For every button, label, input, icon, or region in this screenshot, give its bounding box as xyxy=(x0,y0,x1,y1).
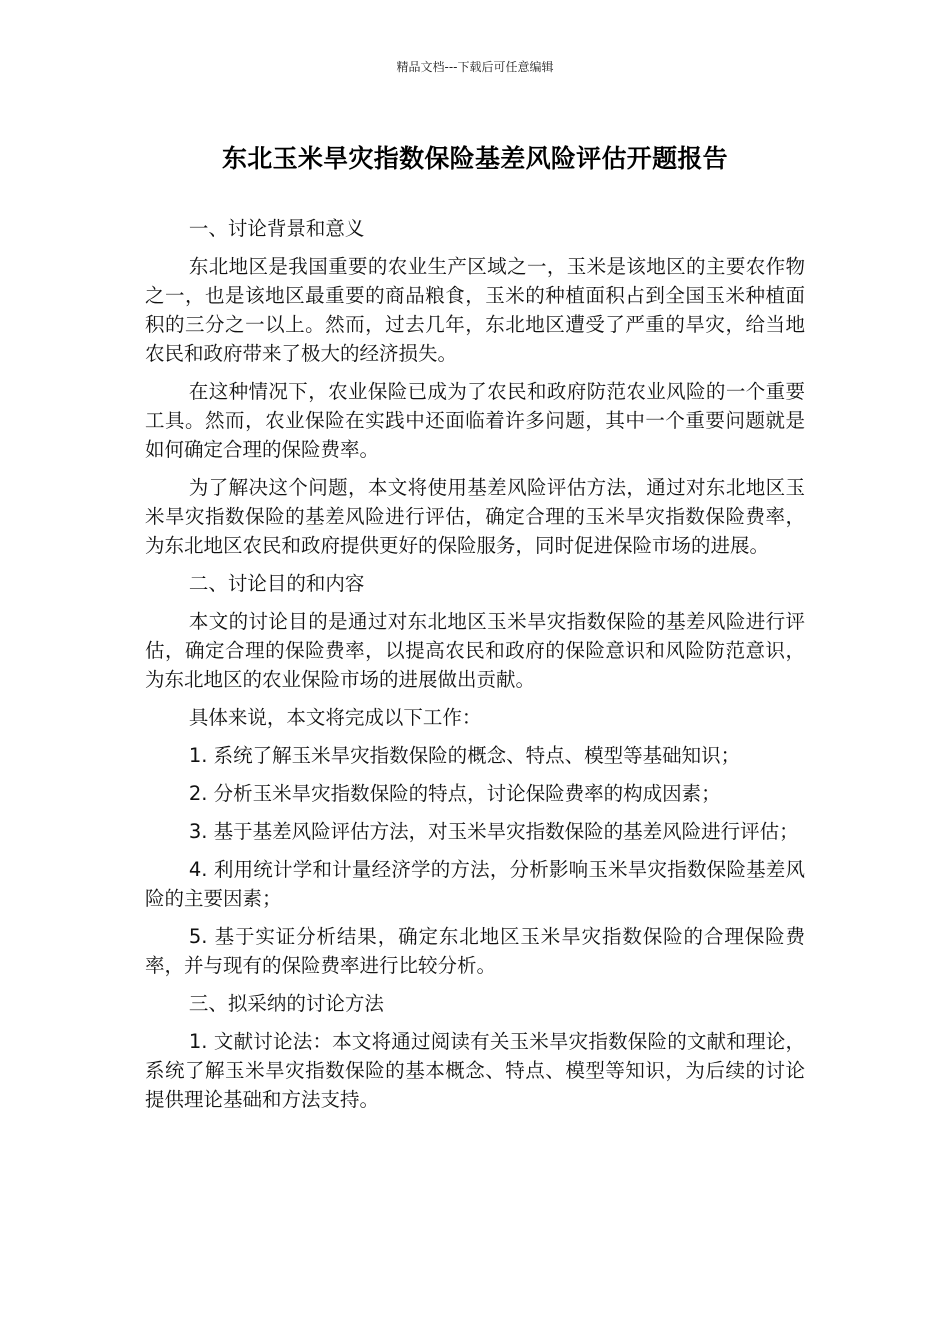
section-heading-background: 一、讨论背景和意义 xyxy=(188,217,365,240)
section-heading-methods: 三、拟采纳的讨论方法 xyxy=(188,992,384,1015)
list-item: 1. 文献讨论法：本文将通过阅读有关玉米旱灾指数保险的文献和理论，系统了解玉米旱灾指数保险的基本概念、特点、模型等知识，为后续的讨论提供理论基础和方法支持。 xyxy=(145,1030,805,1111)
document-body xyxy=(145,214,805,1123)
page-header: 精品文档---下载后可任意编辑 xyxy=(396,60,554,74)
list-item: 5. 基于实证分析结果，确定东北地区玉米旱灾指数保险的合理保险费率，并与现有的保险费率进行比较分析。 xyxy=(145,925,805,977)
paragraph: 东北地区是我国重要的农业生产区域之一，玉米是该地区的主要农作物之一，也是该地区最重要的商品粮食，玉米的种植面积占到全国玉米种植面积的三分之一以上。然而，过去几年，东北地区遭受了严重的旱灾，给当地农民和政府带来了极大的经济损失。 xyxy=(145,255,805,365)
document-title: 东北玉米旱灾指数保险基差风险评估开题报告 xyxy=(221,144,728,173)
paragraph: 本文的讨论目的是通过对东北地区玉米旱灾指数保险的基差风险进行评估，确定合理的保险费率，以提高农民和政府的保险意识和风险防范意识，为东北地区的农业保险市场的进展做出贡献。 xyxy=(145,610,805,691)
section-heading-objectives: 二、讨论目的和内容 xyxy=(188,572,365,595)
paragraph: 具体来说，本文将完成以下工作： xyxy=(188,706,482,729)
list-item: 2. 分析玉米旱灾指数保险的特点，讨论保险费率的构成因素； xyxy=(188,782,721,805)
list-item: 1. 系统了解玉米旱灾指数保险的概念、特点、模型等基础知识； xyxy=(188,744,741,767)
list-item: 3. 基于基差风险评估方法，对玉米旱灾指数保险的基差风险进行评估； xyxy=(188,820,799,843)
paragraph: 在这种情况下，农业保险已成为了农民和政府防范农业风险的一个重要工具。然而，农业保险在实践中还面临着许多问题，其中一个重要问题就是如何确定合理的保险费率。 xyxy=(145,380,805,461)
list-item: 4. 利用统计学和计量经济学的方法，分析影响玉米旱灾指数保险基差风险的主要因素； xyxy=(145,858,805,910)
paragraph: 为了解决这个问题，本文将使用基差风险评估方法，通过对东北地区玉米旱灾指数保险的基差风险进行评估，确定合理的玉米旱灾指数保险费率，为东北地区农民和政府提供更好的保险服务，同时促进保险市场的进展。 xyxy=(145,476,805,557)
